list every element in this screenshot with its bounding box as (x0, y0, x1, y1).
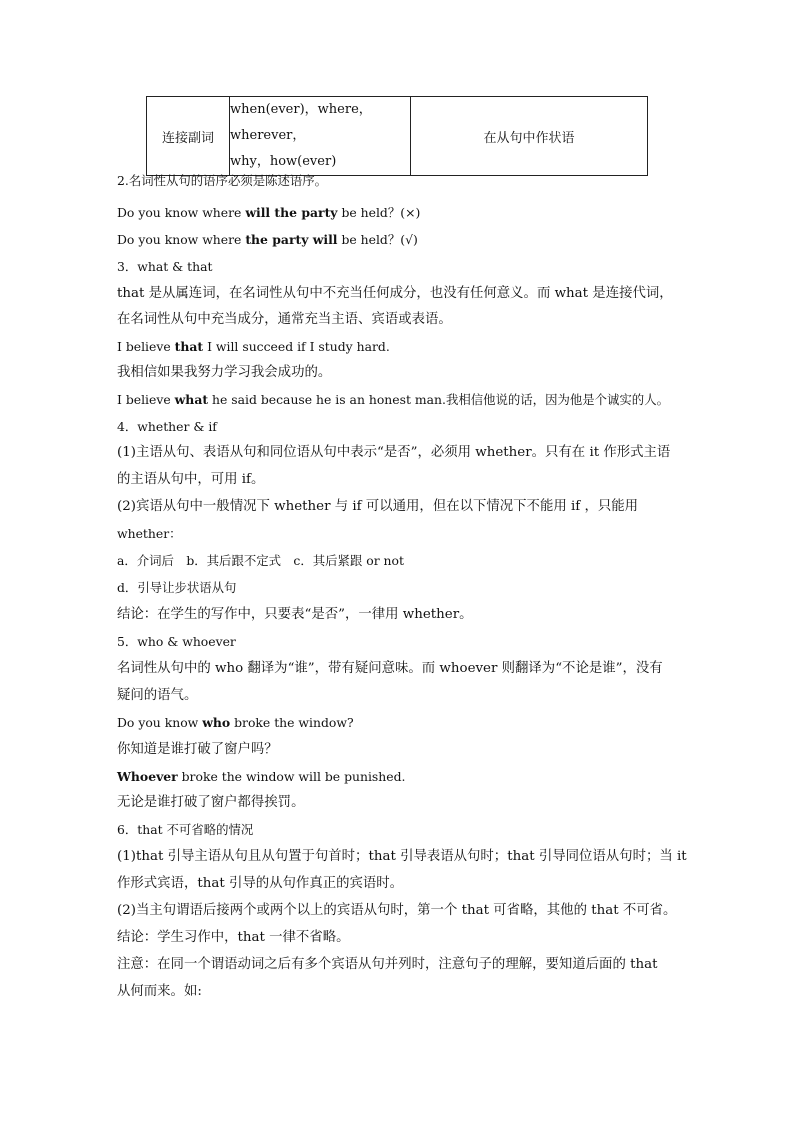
text-run: broke the window will be punished. (177, 769, 406, 784)
text-line: 结论：学生习作中，that 一律不省略。 (117, 930, 350, 945)
bold-run: will the party (245, 205, 338, 220)
bold-run: the party will (245, 232, 338, 247)
cell-word-type: 连接副词 (147, 97, 230, 176)
text-run: he said because he is an honest man.我相信他说的话，因为他是个诚实的人。 (208, 392, 669, 407)
section-heading: 3．what & that (117, 259, 213, 274)
text-run: be held？(√) (337, 232, 418, 247)
example-line (117, 204, 420, 222)
text-run: be held？(×) (337, 205, 421, 220)
text-run: Do you know where (117, 205, 246, 220)
table-row (147, 97, 648, 176)
grammar-table (146, 96, 648, 176)
example-line (117, 768, 405, 786)
text-line: 疑问的语气。 (117, 688, 198, 703)
text-line: 作形式宾语，that 引导的从句作真正的宾语时。 (117, 876, 404, 891)
text-line: 从何而来。如: (117, 984, 202, 999)
text-run: I will succeed if I study hard. (203, 339, 390, 354)
text-run: I believe (117, 339, 175, 354)
text-line: a．介词后 b．其后跟不定式 c．其后紧跟 or not (117, 553, 404, 568)
text-line: (2)当主句谓语后接两个或两个以上的宾语从句时，第一个 that 可省略，其他的 that 不可省。 (117, 903, 677, 918)
example-line (117, 338, 390, 356)
text-line: (1)that 引导主语从句且从句置于句首时；that 引导表语从句时；that 引导同位语从句时；当 it (117, 849, 687, 864)
section-heading: 4．whether & if (117, 419, 217, 434)
text-line: 结论：在学生的写作中，只要表“是否”，一律用 whether。 (117, 607, 473, 622)
text-line: 名词性从句中的 who 翻译为“谁”，带有疑问意味。而 whoever 则翻译为“不论是谁”，没有 (117, 661, 663, 676)
bold-run: Whoever (117, 769, 178, 784)
text-line: whether： (117, 526, 182, 541)
text-run: Do you know (117, 715, 203, 730)
example-line (117, 391, 669, 409)
bold-run: what (174, 392, 209, 407)
bold-run: that (174, 339, 204, 354)
cell-words-line2: why，how(ever) (230, 154, 337, 169)
text-line: 无论是谁打破了窗户都得挨罚。 (117, 795, 305, 810)
text-line: d．引导让步状语从句 (117, 580, 237, 595)
text-run: Do you know where (117, 232, 246, 247)
text-line: 在名词性从句中充当成分，通常充当主语、宾语或表语。 (117, 312, 452, 327)
text-line: 我相信如果我努力学习我会成功的。 (117, 365, 332, 380)
cell-words-line1: when(ever)，where，wherever， (230, 102, 372, 143)
example-line (117, 714, 354, 732)
text-run: broke the window? (230, 715, 354, 730)
text-line: 注意：在同一个谓语动词之后有多个宾语从句并列时，注意句子的理解，要知道后面的 that (117, 957, 658, 972)
section-heading: 6．that 不可省略的情况 (117, 822, 254, 837)
text-line: (2)宾语从句中一般情况下 whether 与 if 可以通用，但在以下情况下不能用 if ，只能用 (117, 499, 639, 514)
cell-words (230, 97, 411, 176)
text-line: (1)主语从句、表语从句和同位语从句中表示“是否”，必须用 whether。只有在 it 作形式主语 (117, 445, 671, 460)
section-heading: 5．who & whoever (117, 634, 236, 649)
text-line: that 是从属连词，在名词性从句中不充当任何成分，也没有任何意义。而 what 是连接代词， (117, 286, 673, 301)
example-line (117, 231, 418, 249)
text-run: I believe (117, 392, 175, 407)
bold-run: who (202, 715, 231, 730)
cell-function: 在从句中作状语 (411, 97, 648, 176)
text-line: 的主语从句中，可用 if。 (117, 472, 265, 487)
text-line: 2.名词性从句的语序必须是陈述语序。 (117, 173, 328, 188)
text-line: 你知道是谁打破了窗户吗？ (117, 742, 278, 757)
